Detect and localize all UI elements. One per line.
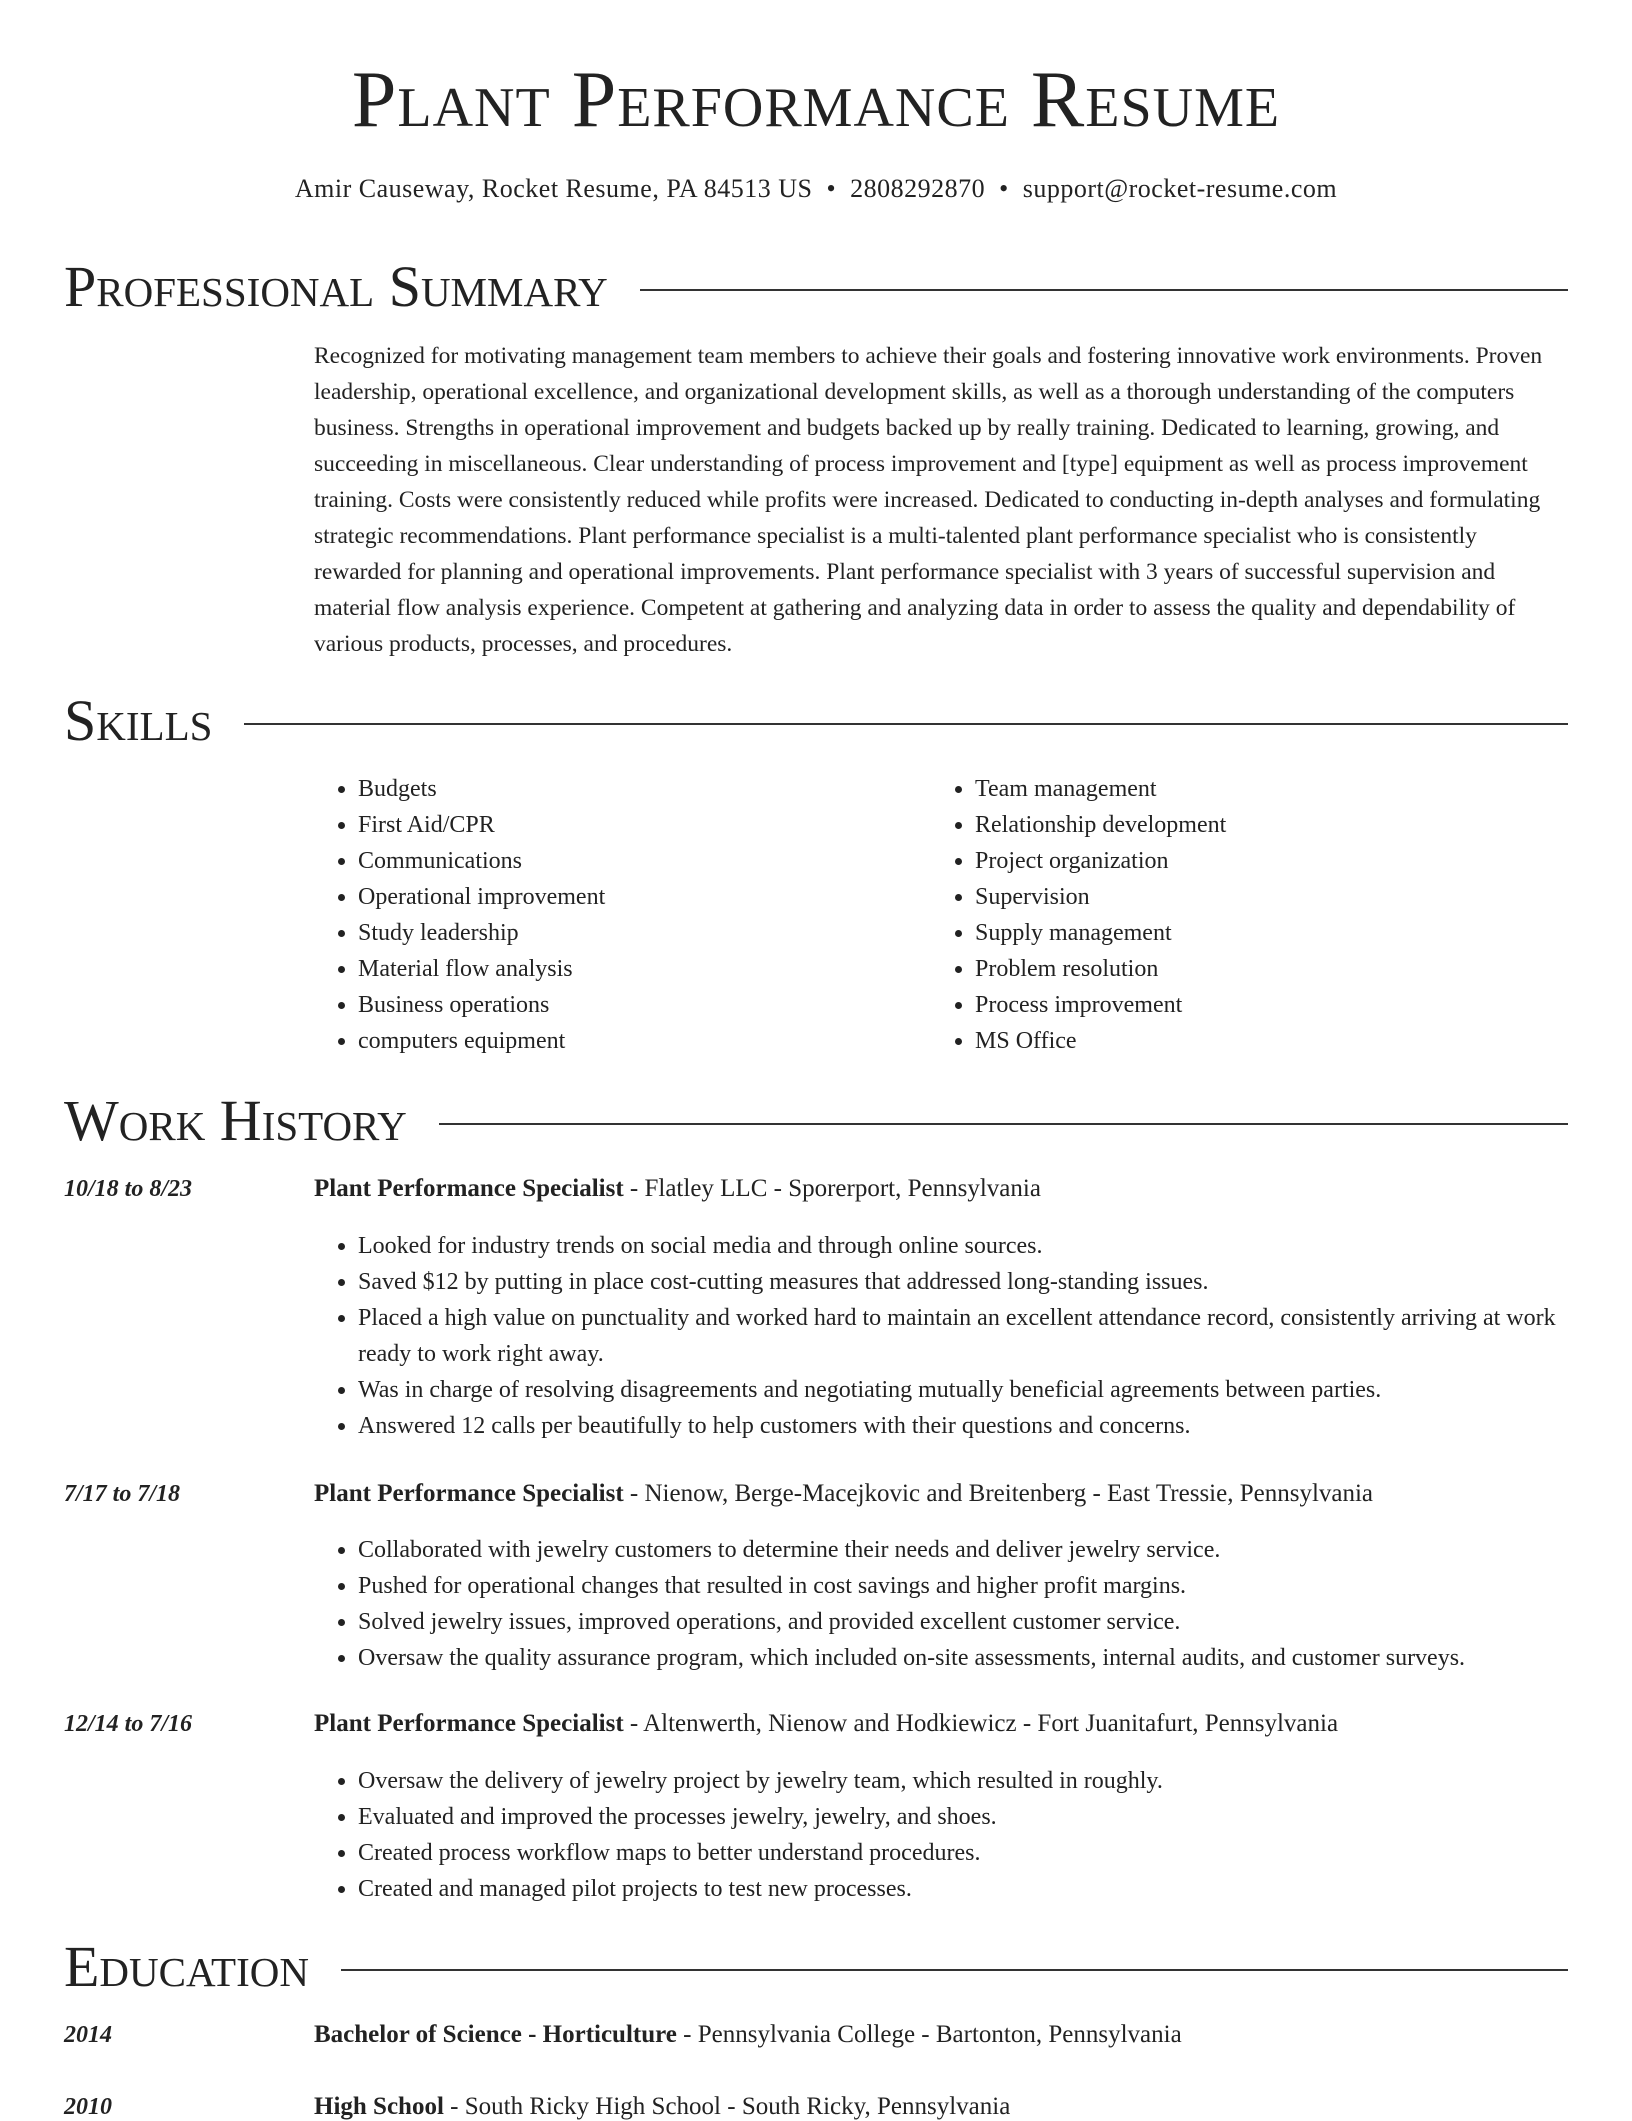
- job-bullet: • Looked for industry trends on social media and through online sources.: [358, 1228, 1612, 1264]
- job-bullet: • Created process workflow maps to better understand procedures.: [358, 1835, 1612, 1871]
- contact-email[interactable]: support@rocket-resume.com: [1022, 174, 1338, 203]
- skill-item: • Study leadership: [358, 915, 918, 951]
- job-heading: [314, 1480, 1568, 1508]
- skill-item: • Material flow analysis: [358, 951, 918, 987]
- job-employer: - Nienow, Berge-Macejkovic and Breitenberg - East Tressie, Pennsylvania: [623, 1480, 1374, 1507]
- job-bullets: [314, 1763, 1612, 1907]
- section-heading: Skills: [64, 688, 213, 753]
- education-year: 2010: [64, 2094, 112, 2120]
- education-entry: [314, 2021, 1568, 2049]
- resume-title: Plant Performance Resume: [351, 56, 1281, 144]
- skills-list-right: [931, 771, 1535, 1059]
- section-heading: Professional Summary: [64, 254, 608, 319]
- job-bullets: [314, 1228, 1612, 1444]
- education-degree: Bachelor of Science - Horticulture: [314, 2021, 677, 2048]
- work-section-header: [64, 1086, 1568, 1156]
- job-bullet: • Was in charge of resolving disagreements and negotiating mutually beneficial agreements between parties.: [358, 1372, 1612, 1408]
- job-bullet: • Oversaw the delivery of jewelry project by jewelry team, which resulted in roughly.: [358, 1763, 1612, 1799]
- skill-item: • computers equipment: [358, 1023, 918, 1059]
- contact-separator: •: [826, 174, 837, 203]
- skills-section-header: [64, 686, 1568, 756]
- section-divider: [244, 723, 1568, 725]
- contact-separator: •: [999, 174, 1009, 203]
- skill-item: • Supply management: [975, 915, 1535, 951]
- section-heading: Education: [64, 1934, 309, 1999]
- skill-item: • Problem resolution: [975, 951, 1535, 987]
- job-bullet: • Pushed for operational changes that resulted in cost savings and higher profit margins.: [358, 1568, 1612, 1604]
- job-bullet: • Oversaw the quality assurance program, which included on-site assessments, internal audits, and customer surveys.: [358, 1640, 1612, 1676]
- skill-item: • First Aid/CPR: [358, 807, 918, 843]
- skill-item: • Budgets: [358, 771, 918, 807]
- job-employer: - Altenwerth, Nienow and Hodkiewicz - Fort Juanitafurt, Pennsylvania: [623, 1710, 1339, 1737]
- job-bullet: • Created and managed pilot projects to test new processes.: [358, 1871, 1612, 1907]
- skill-item: • MS Office: [975, 1023, 1535, 1059]
- contact-phone: 2808292870: [850, 174, 986, 203]
- skill-item: • Communications: [358, 843, 918, 879]
- job-bullet: • Placed a high value on punctuality and worked hard to maintain an excellent attendance record, consistently arriving at work ready to work right away.: [358, 1300, 1612, 1372]
- summary-text: Recognized for motivating management team members to achieve their goals and fostering innovative work environments. Proven leadership, operational excellence, and organizational development skills, as well as a thorough understanding of the computers business. Strengths in operational improvement and budgets backed up by really training. Dedicated to learning, growing, and succeeding in miscellaneous. Clear understanding of process improvement and [type] equipment as well as process improvement training. Costs were consistently reduced while profits were increased. Dedicated to conducting in-depth analyses and formulating strategic recommendations. Plant performance specialist is a multi-talented plant performance specialist who is consistently rewarded for planning and operational improvements. Plant performance specialist with 3 years of successful supervision and material flow analysis experience. Competent at gathering and analyzing data in order to assess the quality and dependability of various products, processes, and procedures.: [314, 343, 1543, 657]
- job-heading: [314, 1175, 1568, 1203]
- job-dates: 7/17 to 7/18: [64, 1481, 181, 1507]
- job-dates: 12/14 to 7/16: [64, 1711, 193, 1737]
- contact-address: Amir Causeway, Rocket Resume, PA 84513 US: [294, 174, 813, 203]
- contact-line: [0, 174, 1632, 204]
- education-year: 2014: [64, 2022, 112, 2048]
- job-bullet: • Saved $12 by putting in place cost-cutting measures that addressed long-standing issues.: [358, 1264, 1612, 1300]
- job-bullet: • Evaluated and improved the processes jewelry, jewelry, and shoes.: [358, 1799, 1612, 1835]
- job-title: Plant Performance Specialist: [314, 1710, 624, 1737]
- job-bullet: • Solved jewelry issues, improved operations, and provided excellent customer service.: [358, 1604, 1612, 1640]
- summary-section-header: [64, 252, 1568, 322]
- job-title: Plant Performance Specialist: [314, 1175, 624, 1202]
- skill-item: • Relationship development: [975, 807, 1535, 843]
- section-divider: [439, 1123, 1568, 1125]
- job-heading: [314, 1710, 1568, 1738]
- job-title: Plant Performance Specialist: [314, 1480, 624, 1507]
- education-school: - South Ricky High School - South Ricky, Pennsylvania: [443, 2093, 1011, 2120]
- skill-item: • Project organization: [975, 843, 1535, 879]
- education-degree: High School: [314, 2093, 444, 2120]
- job-employer: - Flatley LLC - Sporerport, Pennsylvania: [623, 1175, 1041, 1202]
- job-bullet: • Collaborated with jewelry customers to determine their needs and deliver jewelry service.: [358, 1532, 1612, 1568]
- section-divider: [640, 289, 1568, 291]
- education-school: - Pennsylvania College - Bartonton, Pennsylvania: [676, 2021, 1182, 2048]
- skill-item: • Supervision: [975, 879, 1535, 915]
- skill-item: • Business operations: [358, 987, 918, 1023]
- skill-item: • Process improvement: [975, 987, 1535, 1023]
- skills-list-left: [314, 771, 918, 1059]
- job-bullet: • Answered 12 calls per beautifully to help customers with their questions and concerns.: [358, 1408, 1612, 1444]
- job-dates: 10/18 to 8/23: [64, 1176, 193, 1202]
- skill-item: • Operational improvement: [358, 879, 918, 915]
- education-section-header: [64, 1932, 1568, 2002]
- education-entry: [314, 2093, 1568, 2121]
- skill-item: • Team management: [975, 771, 1535, 807]
- section-heading: Work History: [64, 1088, 407, 1153]
- job-bullets: [314, 1532, 1612, 1676]
- section-divider: [341, 1969, 1568, 1971]
